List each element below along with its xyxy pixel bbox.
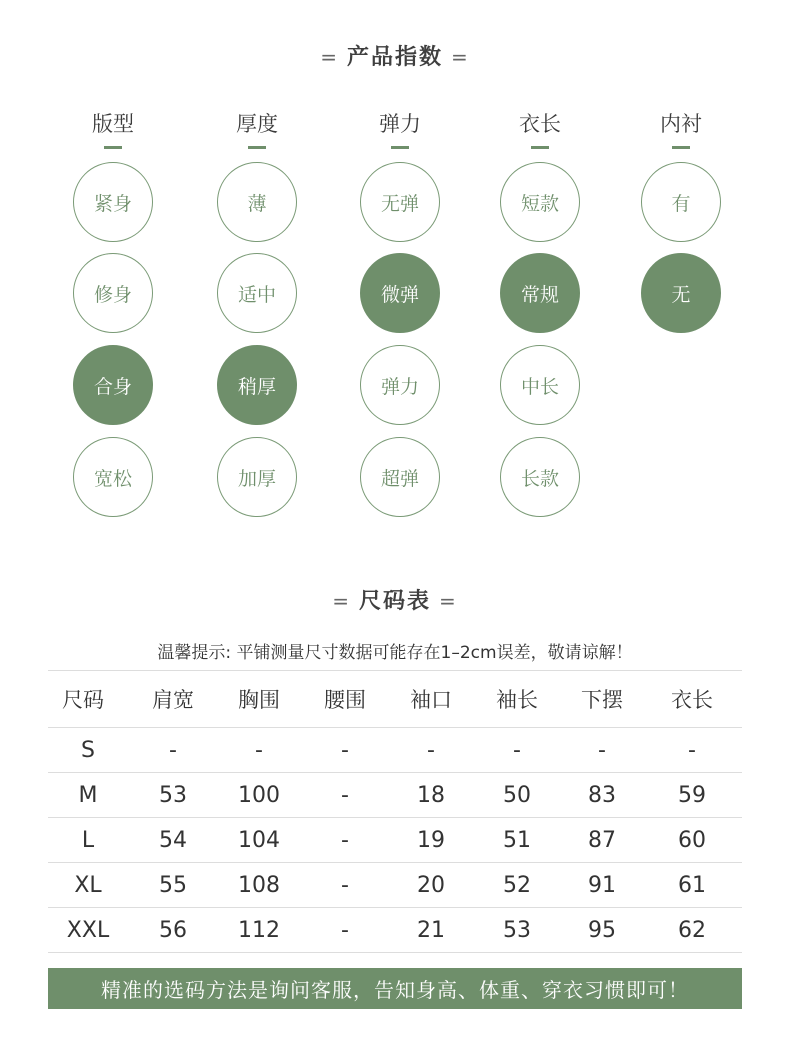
- col-head-length: 衣长: [480, 108, 600, 149]
- table-cell: 56: [128, 908, 218, 953]
- table-cell: 108: [218, 863, 300, 908]
- table-cell: 104: [218, 818, 300, 863]
- table-cell: 95: [562, 908, 642, 953]
- underline-bar: [391, 146, 409, 149]
- header-waist: 腰围: [300, 671, 390, 728]
- table-cell: -: [300, 773, 390, 818]
- option-elasticity-2[interactable]: 弹力: [360, 345, 440, 425]
- table-cell: 112: [218, 908, 300, 953]
- option-elasticity-0[interactable]: 无弹: [360, 162, 440, 242]
- size-chart-title: = 尺码表 =: [332, 589, 458, 614]
- underline-bar: [672, 146, 690, 149]
- underline-bar: [248, 146, 266, 149]
- col-head-lining: 内衬: [621, 108, 741, 149]
- header-hem: 下摆: [562, 671, 642, 728]
- option-thickness-0[interactable]: 薄: [217, 162, 297, 242]
- table-cell: 18: [390, 773, 472, 818]
- table-cell: 20: [390, 863, 472, 908]
- footer-text: 精准的选码方法是询问客服，告知身高、体重、穿衣习惯即可！: [101, 978, 689, 1002]
- header-length: 衣长: [642, 671, 742, 728]
- table-cell: 62: [642, 908, 742, 953]
- table-cell: 60: [642, 818, 742, 863]
- table-cell: -: [300, 908, 390, 953]
- table-cell: XXL: [48, 908, 128, 953]
- product-index-title: = 产品指数 =: [320, 45, 470, 70]
- option-lining-0[interactable]: 有: [641, 162, 721, 242]
- table-cell: 55: [128, 863, 218, 908]
- table-cell: 87: [562, 818, 642, 863]
- measurement-notice: 温馨提示: 平铺测量尺寸数据可能存在1–2cm误差，敬请谅解！: [157, 643, 633, 663]
- size-table: [48, 670, 742, 953]
- table-cell: 91: [562, 863, 642, 908]
- table-cell: 21: [390, 908, 472, 953]
- table-cell: 19: [390, 818, 472, 863]
- option-thickness-3[interactable]: 加厚: [217, 437, 297, 517]
- option-fit-1[interactable]: 修身: [73, 253, 153, 333]
- col-head-elasticity: 弹力: [340, 108, 460, 149]
- option-elasticity-3[interactable]: 超弹: [360, 437, 440, 517]
- header-sleeve: 袖长: [472, 671, 562, 728]
- table-cell: -: [642, 728, 742, 773]
- option-length-0[interactable]: 短款: [500, 162, 580, 242]
- option-elasticity-1[interactable]: 微弹: [360, 253, 440, 333]
- col-head-thickness: 厚度: [197, 108, 317, 149]
- table-cell: 59: [642, 773, 742, 818]
- table-cell: -: [300, 863, 390, 908]
- table-cell: 52: [472, 863, 562, 908]
- option-fit-3[interactable]: 宽松: [73, 437, 153, 517]
- option-thickness-2[interactable]: 稍厚: [217, 345, 297, 425]
- footer-bar: [48, 968, 742, 1009]
- table-cell: 51: [472, 818, 562, 863]
- option-length-2[interactable]: 中长: [500, 345, 580, 425]
- table-cell: L: [48, 818, 128, 863]
- table-cell: -: [128, 728, 218, 773]
- table-header-row: [48, 671, 742, 728]
- table-cell: 53: [128, 773, 218, 818]
- header-chest: 胸围: [218, 671, 300, 728]
- underline-bar: [104, 146, 122, 149]
- table-row: [48, 728, 742, 773]
- option-fit-2[interactable]: 合身: [73, 345, 153, 425]
- header-cuff: 袖口: [390, 671, 472, 728]
- table-cell: 100: [218, 773, 300, 818]
- table-cell: S: [48, 728, 128, 773]
- option-thickness-1[interactable]: 适中: [217, 253, 297, 333]
- table-row: [48, 818, 742, 863]
- table-cell: 61: [642, 863, 742, 908]
- table-cell: 54: [128, 818, 218, 863]
- header-size: 尺码: [48, 671, 128, 728]
- table-row: [48, 908, 742, 953]
- table-row: [48, 863, 742, 908]
- table-cell: 83: [562, 773, 642, 818]
- option-length-3[interactable]: 长款: [500, 437, 580, 517]
- table-cell: M: [48, 773, 128, 818]
- option-lining-1[interactable]: 无: [641, 253, 721, 333]
- underline-bar: [531, 146, 549, 149]
- table-cell: -: [300, 728, 390, 773]
- table-cell: 53: [472, 908, 562, 953]
- option-fit-0[interactable]: 紧身: [73, 162, 153, 242]
- table-cell: -: [562, 728, 642, 773]
- table-cell: -: [218, 728, 300, 773]
- table-cell: XL: [48, 863, 128, 908]
- table-row: [48, 773, 742, 818]
- col-head-fit: 版型: [53, 108, 173, 149]
- table-cell: -: [300, 818, 390, 863]
- table-cell: -: [390, 728, 472, 773]
- table-cell: 50: [472, 773, 562, 818]
- option-length-1[interactable]: 常规: [500, 253, 580, 333]
- table-cell: -: [472, 728, 562, 773]
- header-shoulder: 肩宽: [128, 671, 218, 728]
